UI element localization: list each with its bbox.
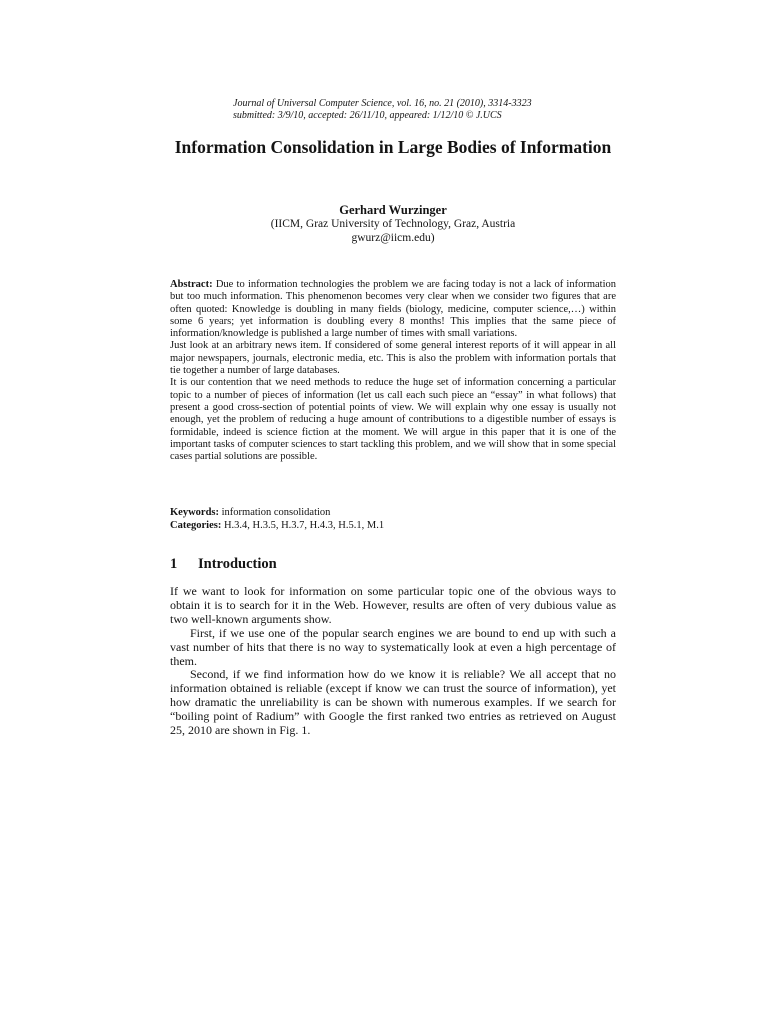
categories-line	[170, 519, 616, 532]
author-name: Gerhard Wurzinger	[339, 203, 447, 217]
keywords-line	[170, 506, 616, 519]
body-paragraph-2: First, if we use one of the popular search engines we are bound to end up with such a vast number of hits that there is no way to systematically look at even a high percentage of them.	[170, 625, 616, 668]
paper-title: Information Consolidation in Large Bodies of Information	[174, 137, 612, 157]
body-paragraph-1: If we want to look for information on some particular topic one of the obvious ways to obtain it is to search for it in the Web. However, results are often of very dubious value as two well-known arguments show.	[170, 584, 616, 626]
journal-line: Journal of Universal Computer Science, vol. 16, no. 21 (2010), 3314-3323	[233, 98, 532, 109]
abstract	[170, 279, 616, 463]
dates-line: submitted: 3/9/10, accepted: 26/11/10, appeared: 1/12/10 © J.UCS	[233, 110, 502, 121]
categories-label: Categories:	[170, 520, 222, 531]
body-text	[170, 585, 616, 738]
abstract-text-1: Due to information technologies the problem we are facing today is not a lack of information but too much information. This phenomenon becomes very clear when we consider two figures that are often quoted: Knowledge is doubling in many fields (biology, medicine, computer science,…) within some 6 years; yet information is doubling every 8 months! This implies that the same piece of information/knowledge is published a large number of times with small variations.	[170, 279, 617, 340]
section-title: Introduction	[198, 556, 277, 572]
keywords-label: Keywords:	[170, 507, 219, 518]
categories-value: H.3.4, H.3.5, H.3.7, H.4.3, H.5.1, M.1	[223, 520, 385, 531]
abstract-paragraph-1	[170, 279, 616, 340]
abstract-paragraph-2: Just look at an arbitrary news item. If considered of some general interest reports of it will appear in all major newspapers, journals, electronic media, etc. This is also the problem with information portals that tie together a number of large databases.	[170, 340, 616, 377]
section-number: 1	[170, 556, 178, 572]
author-email: gwurz@iicm.edu)	[351, 232, 435, 244]
section-heading	[170, 555, 616, 573]
journal-header	[233, 98, 633, 122]
keywords-value: information consolidation	[221, 507, 331, 518]
author-affiliation: (IICM, Graz University of Technology, Graz, Austria	[270, 218, 516, 230]
abstract-label: Abstract:	[170, 279, 213, 290]
body-paragraph-3: Second, if we find information how do we know it is reliable? We all accept that no information obtained is reliable (except if know we can trust the source of information), yet how dramatic the unreliability is can be shown with numerous examples. If we search for “boiling point of Radium” with Google the first ranked two entries as retrieved on August 25, 2010 are shown in Fig. 1.	[170, 667, 616, 738]
keywords-block	[170, 506, 616, 532]
abstract-paragraph-3: It is our contention that we need methods to reduce the huge set of information concerning a particular topic to a number of pieces of information (let us call each such piece an “essay” in what follows) that present a good cross-section of potential points of view. We will explain why one essay is usually not enough, yet the problem of reducing a huge amount of contributions to a digestible number of essays is formidable, indeed is science fiction at the moment. We will argue in this paper that it is one of the important tasks of computer sciences to start tackling this problem, and we will show that in some special cases partial solutions are possible.	[170, 377, 616, 463]
